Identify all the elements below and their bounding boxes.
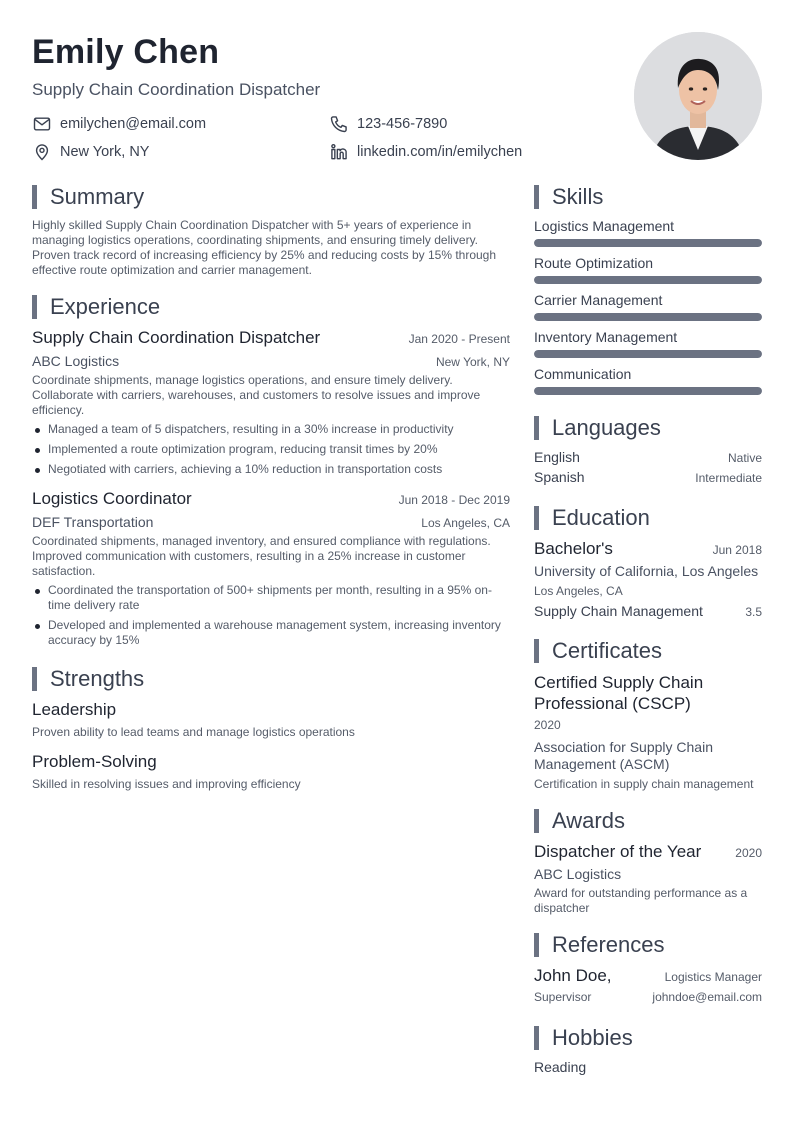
section-accent-bar: [32, 185, 37, 209]
school-location: Los Angeles, CA: [534, 584, 623, 598]
awards-heading: [534, 808, 762, 834]
resume-header: [32, 32, 612, 162]
award-title: Dispatcher of the Year: [534, 842, 702, 861]
job-location: Los Angeles, CA: [421, 516, 510, 530]
achievement-item: Negotiated with carriers, achieving a 10% reduction in transportation costs: [32, 462, 510, 477]
certificate-title: Certified Supply Chain Professional (CSCP): [534, 673, 704, 713]
reference-email[interactable]: johndoe@email.com: [652, 990, 762, 1004]
job-dates: Jun 2018 - Dec 2019: [398, 493, 510, 507]
section-accent-bar: [534, 506, 539, 530]
strengths-heading: [32, 666, 510, 692]
job-description: Coordinated shipments, managed inventory, and ensured compliance with regulations. Improved communication with customers, resulting in a 25% increase in customer satisfaction.: [32, 534, 491, 578]
summary-heading: [32, 184, 510, 210]
skill-bar: [534, 239, 762, 247]
contact-info: [32, 114, 612, 162]
experience-entry: [32, 328, 510, 477]
reference-details: [534, 990, 762, 1005]
section-accent-bar: [32, 295, 37, 319]
experience-entry: [32, 489, 510, 648]
phone-text: 123-456-7890: [357, 116, 448, 132]
section-accent-bar: [534, 933, 539, 957]
skill-name: Carrier Management: [534, 292, 663, 308]
field-row: [534, 603, 762, 620]
company-name: ABC Logistics: [32, 353, 120, 369]
certificate-title: Association for Supply Chain Management (ASCM): [534, 739, 713, 772]
school-name: University of California, Los Angeles: [534, 563, 759, 579]
skill-bar-fill: [534, 387, 762, 395]
skills-heading: [534, 184, 762, 210]
language-name: English: [534, 449, 580, 465]
language-level: Intermediate: [695, 471, 762, 485]
job-dates: Jan 2020 - Present: [408, 332, 510, 346]
candidate-title: Supply Chain Coordination Dispatcher: [32, 80, 321, 99]
location-text: New York, NY: [60, 144, 150, 160]
reference-entry: [534, 966, 762, 986]
job-title: Supply Chain Coordination Dispatcher: [32, 328, 321, 347]
graduation-date: Jun 2018: [712, 543, 762, 557]
gpa: 3.5: [745, 605, 762, 619]
section-title: Skills: [552, 184, 604, 209]
strength-entry: [32, 752, 510, 792]
certificate-description: Certification in supply chain management: [534, 777, 754, 791]
contact-linkedin[interactable]: [329, 142, 589, 162]
experience-heading: [32, 294, 510, 320]
references-heading: [534, 932, 762, 958]
section-title: Awards: [552, 808, 625, 833]
award-entry: [534, 842, 762, 862]
section-title: Strengths: [50, 666, 145, 691]
reference-role: Logistics Manager: [664, 970, 762, 984]
section-title: Education: [552, 505, 650, 530]
contact-location: [32, 142, 329, 162]
section-title: Summary: [50, 184, 145, 209]
education-entry: [534, 539, 762, 559]
left-column: [32, 184, 510, 804]
achievement-item: Coordinated the transportation of 500+ shipments per month, resulting in a 95% on-time delivery rate: [32, 583, 510, 613]
award-description: Award for outstanding performance as a dispatcher: [534, 886, 748, 915]
skill-name: Route Optimization: [534, 255, 654, 271]
skill-bar-fill: [534, 239, 762, 247]
strength-title: Problem-Solving: [32, 752, 157, 771]
strength-entry: [32, 700, 510, 740]
language-item: [534, 469, 762, 485]
job-location: New York, NY: [435, 355, 510, 369]
language-name: Spanish: [534, 469, 585, 485]
section-accent-bar: [534, 185, 539, 209]
summary-text: Highly skilled Supply Chain Coordination Dispatcher with 5+ years of experience in managing logistics operations, coordinating shipments, and ensuring timely delivery. Proven track record of increasing efficiency by 25% and reducing costs by 15% through effective route optimization and carrier management.: [32, 218, 497, 277]
certificate-year: 2020: [534, 718, 561, 732]
right-column: [534, 184, 762, 1075]
section-title: Experience: [50, 294, 161, 319]
section-title: Languages: [552, 415, 661, 440]
portrait-illustration: [634, 32, 762, 160]
strength-description: Proven ability to lead teams and manage logistics operations: [32, 725, 355, 739]
skill-bar-fill: [534, 350, 762, 358]
strength-title: Leadership: [32, 700, 117, 719]
hobby-item: Reading: [534, 1059, 587, 1075]
section-title: Hobbies: [552, 1025, 633, 1050]
phone-icon: [329, 114, 349, 134]
skill-name: Inventory Management: [534, 329, 678, 345]
section-accent-bar: [32, 667, 37, 691]
job-title: Logistics Coordinator: [32, 489, 192, 508]
section-accent-bar: [534, 639, 539, 663]
section-title: Certificates: [552, 638, 663, 663]
skill-bar: [534, 387, 762, 395]
skill-bar-fill: [534, 276, 762, 284]
achievement-list: [32, 583, 510, 648]
reference-name: John Doe,: [534, 966, 612, 985]
strength-description: Skilled in resolving issues and improving efficiency: [32, 777, 301, 791]
skill-item: [534, 329, 762, 358]
language-item: [534, 449, 762, 465]
candidate-name: Emily Chen: [32, 33, 220, 71]
degree: Bachelor's: [534, 539, 613, 558]
reference-relation: Supervisor: [534, 990, 592, 1004]
skill-bar-fill: [534, 313, 762, 321]
skill-bar: [534, 350, 762, 358]
contact-email[interactable]: [32, 114, 329, 134]
achievement-item: Implemented a route optimization program, reducing transit times by 20%: [32, 442, 510, 457]
skill-bar: [534, 313, 762, 321]
skill-name: Logistics Management: [534, 218, 675, 234]
section-accent-bar: [534, 1026, 539, 1050]
award-year: 2020: [735, 846, 762, 860]
achievement-list: [32, 422, 510, 477]
certificates-heading: [534, 638, 762, 664]
linkedin-text: linkedin.com/in/emilychen: [357, 144, 523, 160]
contact-phone[interactable]: [329, 114, 589, 134]
languages-heading: [534, 415, 762, 441]
skill-item: [534, 366, 762, 395]
section-accent-bar: [534, 416, 539, 440]
profile-photo: [634, 32, 762, 160]
achievement-item: Developed and implemented a warehouse management system, increasing inventory accuracy by 15%: [32, 618, 510, 648]
company-name: DEF Transportation: [32, 514, 154, 530]
skill-item: [534, 255, 762, 284]
map-pin-icon: [32, 142, 52, 162]
section-title: References: [552, 932, 665, 957]
skill-name: Communication: [534, 366, 632, 382]
linkedin-icon: [329, 142, 349, 162]
skill-item: [534, 218, 762, 247]
language-level: Native: [727, 451, 762, 465]
hobbies-heading: [534, 1025, 762, 1051]
email-text: emilychen@email.com: [60, 116, 207, 132]
skill-item: [534, 292, 762, 321]
achievement-item: Managed a team of 5 dispatchers, resulting in a 30% increase in productivity: [32, 422, 510, 437]
section-accent-bar: [534, 809, 539, 833]
field-of-study: Supply Chain Management: [534, 603, 703, 619]
skill-bar: [534, 276, 762, 284]
education-heading: [534, 505, 762, 531]
job-description: Coordinate shipments, manage logistics operations, and ensure timely delivery. Collaborate with carriers, warehouses, and customers to resolve issues and improve efficiency.: [32, 373, 481, 417]
award-organization: ABC Logistics: [534, 866, 622, 882]
envelope-icon: [32, 114, 52, 134]
